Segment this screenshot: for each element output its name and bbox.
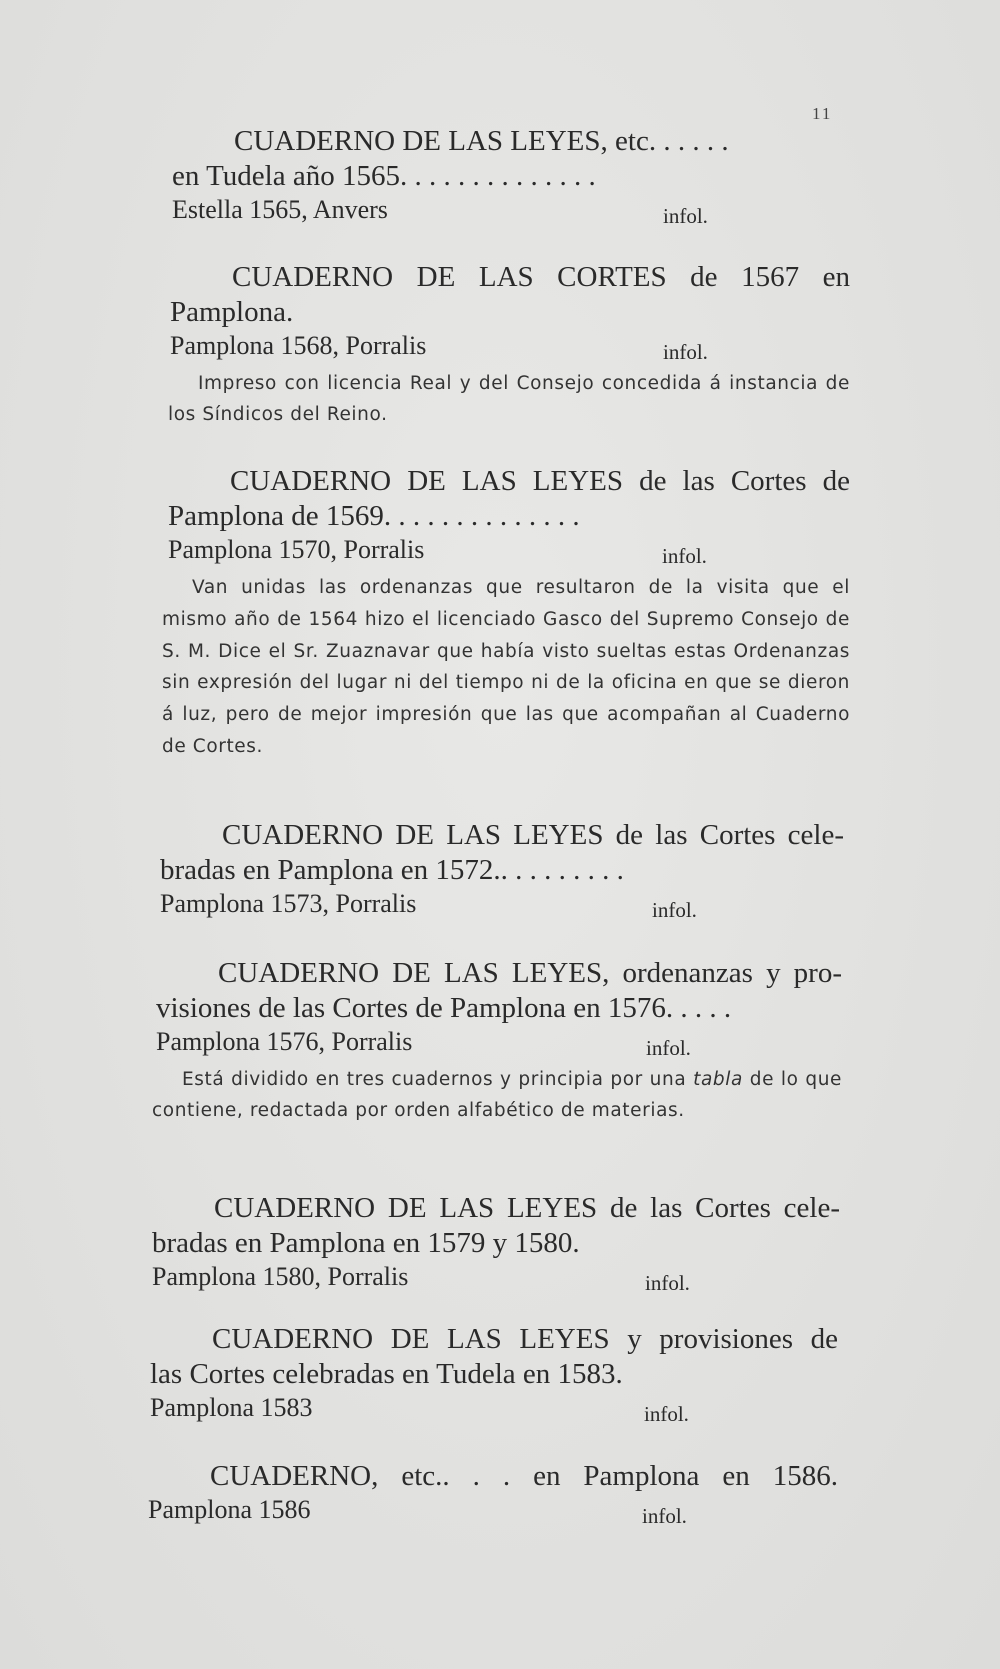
catalog-entry xyxy=(170,260,850,430)
entry-title-line: CUADERNO DE LAS LEYES y provisiones de xyxy=(212,1323,838,1355)
imprint-format: infol. xyxy=(645,1271,690,1295)
entry-title-line: bradas en Pamplona en 1579 y 1580. xyxy=(152,1227,580,1259)
entry-title-line: CUADERNO, etc.. . . en Pamplona en 1586. xyxy=(210,1460,838,1492)
imprint-place: Pamplona 1570, Porralis xyxy=(168,535,425,564)
imprint-format: infol. xyxy=(662,544,707,568)
entry-title-line: Pamplona de 1569. . . . . . . . . . . . . . xyxy=(168,500,580,532)
entry-imprint xyxy=(160,888,844,924)
imprint-format: infol. xyxy=(642,1504,687,1528)
entry-title-line: CUADERNO DE LAS LEYES, etc. . . . . . xyxy=(234,125,729,157)
entry-title-line: en Tudela año 1565. . . . . . . . . . . . . . xyxy=(172,160,596,192)
entry-title-line: CUADERNO DE LAS LEYES de las Cortes cele- xyxy=(222,819,844,851)
imprint-format: infol. xyxy=(663,204,708,228)
entry-imprint xyxy=(150,1392,838,1428)
catalog-entry xyxy=(152,956,843,1126)
entry-title-line: las Cortes celebradas en Tudela en 1583. xyxy=(150,1358,623,1390)
note-text: Está dividido en tres cuadernos y principia por una xyxy=(182,1069,694,1090)
catalog-entry xyxy=(152,1191,840,1297)
catalog-entry xyxy=(162,464,850,763)
imprint-place: Pamplona 1586 xyxy=(148,1495,311,1524)
imprint-place: Estella 1565, Anvers xyxy=(172,195,388,224)
catalog-entry xyxy=(172,124,852,230)
imprint-place: Pamplona 1568, Porralis xyxy=(170,331,427,360)
entry-note xyxy=(152,1064,842,1126)
entry-title-line: Pamplona. xyxy=(170,296,294,328)
entry-title-line: bradas en Pamplona en 1572.. . . . . . . . . xyxy=(160,854,624,886)
imprint-place: Pamplona 1583 xyxy=(150,1393,313,1422)
entry-title-line: CUADERNO DE LAS LEYES, ordenanzas y pro- xyxy=(218,957,842,989)
entry-imprint xyxy=(152,1261,840,1297)
entry-note: Impreso con licencia Real y del Consejo concedida á instancia de los Síndicos del Reino. xyxy=(168,373,850,425)
entry-title-line: CUADERNO DE LAS LEYES de las Cortes de xyxy=(230,465,850,497)
entry-imprint xyxy=(156,1026,842,1062)
entry-imprint xyxy=(172,194,852,230)
entry-title-line: CUADERNO DE LAS LEYES de las Cortes cele- xyxy=(214,1192,840,1224)
imprint-place: Pamplona 1576, Porralis xyxy=(156,1027,413,1056)
imprint-format: infol. xyxy=(646,1036,691,1060)
entry-imprint xyxy=(148,1494,838,1530)
page-number: 11 xyxy=(812,104,833,123)
imprint-place: Pamplona 1573, Porralis xyxy=(160,889,417,918)
imprint-format: infol. xyxy=(652,898,697,922)
entry-title-line: CUADERNO DE LAS CORTES de 1567 en xyxy=(232,261,850,293)
imprint-place: Pamplona 1580, Porralis xyxy=(152,1262,409,1291)
entry-title-line: visiones de las Cortes de Pamplona en 1576. . . . . xyxy=(156,992,732,1024)
note-italic-text: tabla xyxy=(693,1069,743,1090)
imprint-format: infol. xyxy=(663,340,708,364)
catalog-entry xyxy=(160,818,844,924)
imprint-format: infol. xyxy=(644,1402,689,1426)
note-text: de lo que contiene, redactada por orden alfabético de materias. xyxy=(152,1069,843,1121)
catalog-entry xyxy=(148,1459,838,1530)
entry-note: Van unidas las ordenanzas que resultaron de la visita que el mismo año de 1564 hizo el licenciado Gasco del Supremo Consejo de S. M. Dice el Sr. Zuaznavar que había visto sueltas estas Ordenanzas sin expresión del lugar ni del tiempo ni de la oficina en que se dieron á luz, pero de mejor impresión que las que acompañan al Cuaderno de Cortes. xyxy=(162,577,850,757)
entry-imprint xyxy=(168,534,850,570)
catalog-entry xyxy=(150,1322,838,1428)
entry-imprint xyxy=(170,330,850,366)
